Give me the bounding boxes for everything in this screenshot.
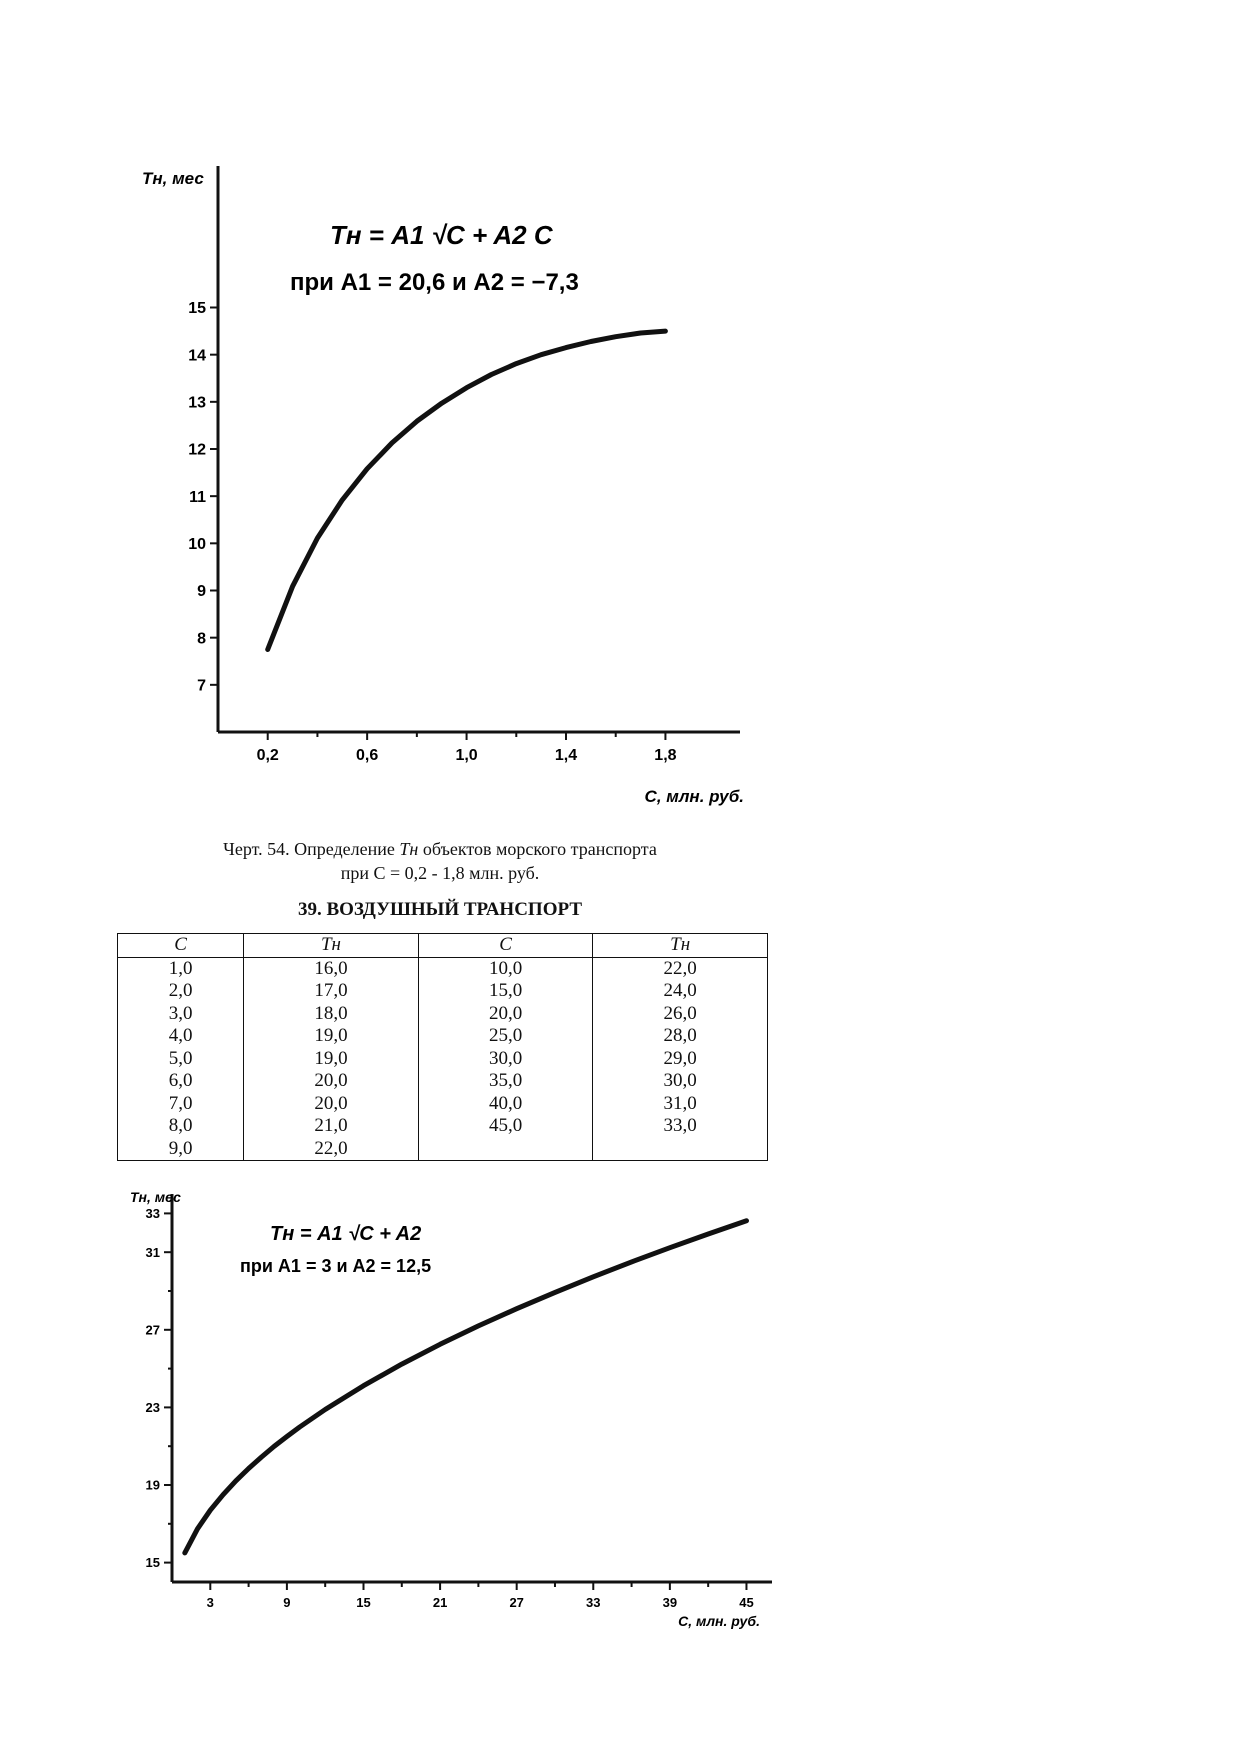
x-axis-label: C, млн. руб. (644, 787, 744, 806)
x-tick-label: 1,0 (455, 747, 478, 764)
chart-sea-transport (120, 150, 760, 820)
caption-suffix: объектов морского транспорта (418, 839, 657, 859)
y-axis-label: Tн, мес (142, 169, 204, 188)
x-tick-label: 9 (283, 1595, 291, 1610)
header-c-1: С (118, 934, 244, 958)
x-tick-label: 0,6 (356, 747, 379, 764)
table-cell: 20,0 (418, 1003, 593, 1026)
table-cell: 19,0 (244, 1048, 419, 1071)
y-tick-label: 11 (189, 488, 206, 506)
header-tn-2: Тн (593, 934, 768, 958)
table-cell: 7,0 (118, 1093, 244, 1116)
table-cell: 10,0 (418, 957, 593, 980)
series-line (268, 331, 666, 649)
y-tick-label: 12 (188, 441, 206, 459)
x-tick-label: 33 (586, 1595, 601, 1610)
y-tick-label: 7 (197, 677, 206, 695)
table-cell (418, 1138, 593, 1161)
x-tick-label: 39 (662, 1595, 678, 1610)
table-cell: 29,0 (593, 1048, 768, 1071)
table-cell: 33,0 (593, 1115, 768, 1138)
caption-prefix: Черт. 54. Определение (223, 839, 400, 859)
chart-air-transport (110, 1190, 790, 1640)
table-header-row (118, 934, 768, 958)
table-cell: 28,0 (593, 1025, 768, 1048)
parameters-annotation: при A1 = 20,6 и A2 = −7,3 (290, 269, 579, 296)
x-tick-label: 21 (432, 1595, 448, 1610)
figure-caption-line1 (0, 838, 880, 860)
table-cell: 8,0 (118, 1115, 244, 1138)
table-cell: 25,0 (418, 1025, 593, 1048)
table-cell: 6,0 (118, 1070, 244, 1093)
table-cell: 17,0 (244, 980, 419, 1003)
table-row (118, 1138, 768, 1161)
table-cell: 3,0 (118, 1003, 244, 1026)
y-axis-label: Tн, мес (130, 1190, 181, 1205)
table-cell: 30,0 (593, 1070, 768, 1093)
y-tick-label: 31 (145, 1244, 160, 1260)
formula-annotation: Tн = A1 √C + A2 (270, 1223, 422, 1245)
x-tick-label: 1,8 (654, 747, 677, 764)
y-tick-label: 33 (145, 1205, 160, 1221)
table-cell (593, 1138, 768, 1161)
air-transport-table (117, 933, 768, 1161)
y-tick-label: 13 (188, 394, 206, 412)
table-row (118, 1025, 768, 1048)
y-tick-label: 23 (145, 1399, 160, 1415)
formula-annotation: Tн = A1 √C + A2 C (330, 220, 553, 250)
table-row (118, 1048, 768, 1071)
y-tick-label: 19 (145, 1477, 160, 1493)
table-cell: 19,0 (244, 1025, 419, 1048)
table-cell: 20,0 (244, 1070, 419, 1093)
caption-variable: Tн (399, 839, 419, 859)
x-tick-label: 15 (356, 1595, 371, 1610)
y-tick-label: 15 (145, 1555, 160, 1571)
table-row (118, 1093, 768, 1116)
y-tick-label: 15 (188, 300, 206, 318)
y-tick-label: 14 (188, 347, 206, 365)
figure-caption-line2: при С = 0,2 - 1,8 млн. руб. (340, 863, 540, 883)
table-cell: 35,0 (418, 1070, 593, 1093)
table-cell: 22,0 (244, 1138, 419, 1161)
table-cell: 45,0 (418, 1115, 593, 1138)
table-cell: 16,0 (244, 957, 419, 980)
table-cell: 2,0 (118, 980, 244, 1003)
table-cell: 40,0 (418, 1093, 593, 1116)
table-cell: 31,0 (593, 1093, 768, 1116)
table-cell: 9,0 (118, 1138, 244, 1161)
x-tick-label: 3 (206, 1595, 214, 1610)
table-cell: 22,0 (593, 957, 768, 980)
table-cell: 26,0 (593, 1003, 768, 1026)
x-axis-label: C, млн. руб. (678, 1613, 760, 1629)
x-tick-label: 27 (509, 1595, 524, 1610)
x-tick-label: 0,2 (256, 747, 279, 764)
section-title: 39. ВОЗДУШНЫЙ ТРАНСПОРТ (297, 899, 583, 920)
y-tick-label: 8 (197, 630, 206, 648)
x-tick-label: 1,4 (554, 747, 578, 764)
table-cell: 1,0 (118, 957, 244, 980)
table-cell: 4,0 (118, 1025, 244, 1048)
table-cell: 24,0 (593, 980, 768, 1003)
table-row (118, 1070, 768, 1093)
table-cell: 20,0 (244, 1093, 419, 1116)
y-tick-label: 27 (145, 1322, 160, 1338)
header-tn-1: Тн (244, 934, 419, 958)
table-row (118, 1003, 768, 1026)
y-tick-label: 9 (197, 583, 206, 601)
table-cell: 15,0 (418, 980, 593, 1003)
x-tick-label: 45 (739, 1595, 754, 1610)
table-cell: 18,0 (244, 1003, 419, 1026)
y-tick-label: 10 (188, 535, 206, 553)
table-cell: 30,0 (418, 1048, 593, 1071)
table-cell: 5,0 (118, 1048, 244, 1071)
table-row (118, 1115, 768, 1138)
parameters-annotation: при A1 = 3 и A2 = 12,5 (240, 1256, 432, 1276)
header-c-2: С (418, 934, 593, 958)
table-row (118, 957, 768, 980)
table-cell: 21,0 (244, 1115, 419, 1138)
table-row (118, 980, 768, 1003)
